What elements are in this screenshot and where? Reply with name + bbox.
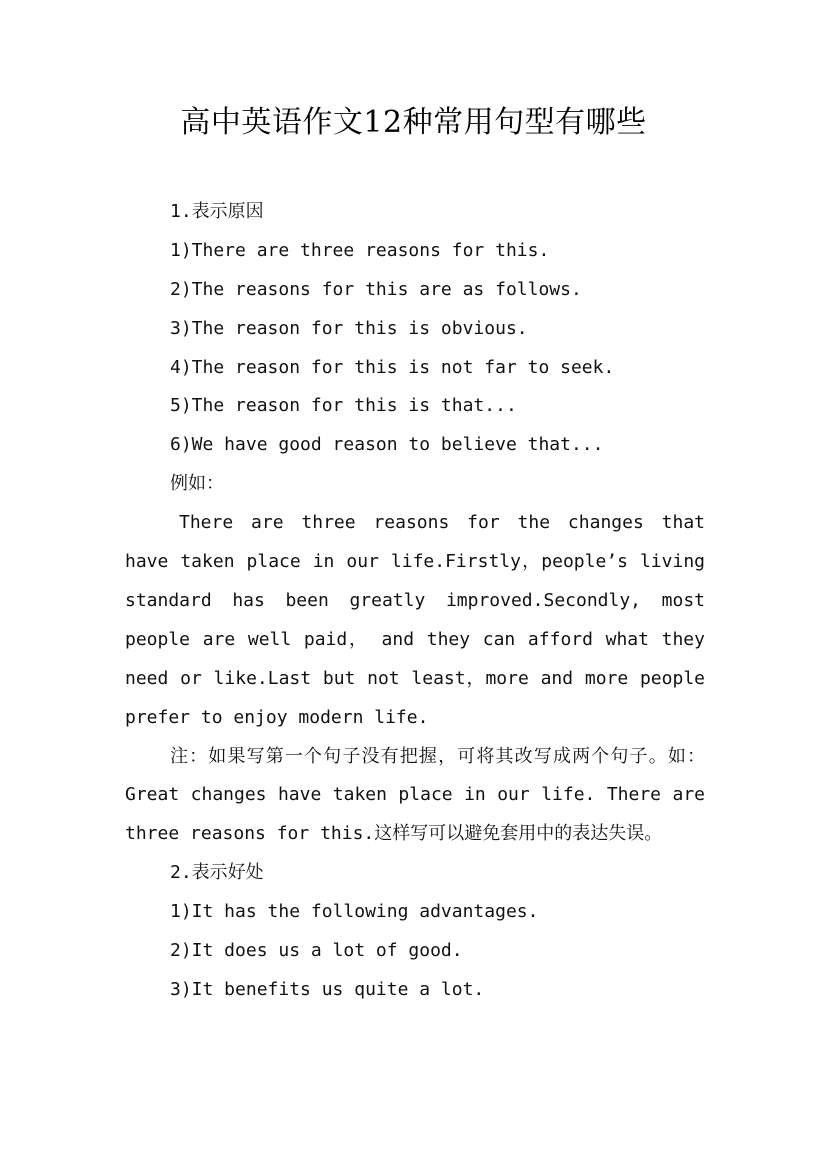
document-body — [125, 193, 705, 1010]
list-item: 2)It does us a lot of good. — [170, 940, 463, 962]
section-heading-reasons: 1.表示原因 — [170, 201, 264, 222]
document-title: 高中英语作文12种常用句型有哪些 — [180, 105, 647, 140]
list-item: 6)We have good reason to believe that... — [170, 434, 604, 456]
list-item: 1)There are three reasons for this. — [170, 239, 550, 261]
list-item: 3)The reason for this is obvious. — [170, 317, 528, 339]
note-paragraph: 注：如果写第一个句子没有把握，可将其改写成两个句子。如：Great changes have taken place in our life. There are three reasons for this.这样写可以避免套用中的表达失误。 — [125, 745, 705, 845]
example-paragraph: There are three reasons for the changes that have taken place in our life.Firstly，people’s living standard has been greatly improved.Secondly, most people are well paid， and they can afford what they need or like.Last but not least，more and more people prefer to enjoy modern life. — [125, 512, 705, 728]
list-item: 1)It has the following advantages. — [170, 901, 539, 923]
list-item: 3)It benefits us quite a lot. — [170, 978, 485, 1000]
list-item: 5)The reason for this is that... — [170, 395, 517, 417]
list-item: 2)The reasons for this are as follows. — [170, 278, 582, 300]
section-heading-advantages: 2.表示好处 — [170, 862, 264, 884]
example-label: 例如： — [170, 473, 224, 495]
list-item: 4)The reason for this is not far to seek. — [170, 356, 615, 378]
